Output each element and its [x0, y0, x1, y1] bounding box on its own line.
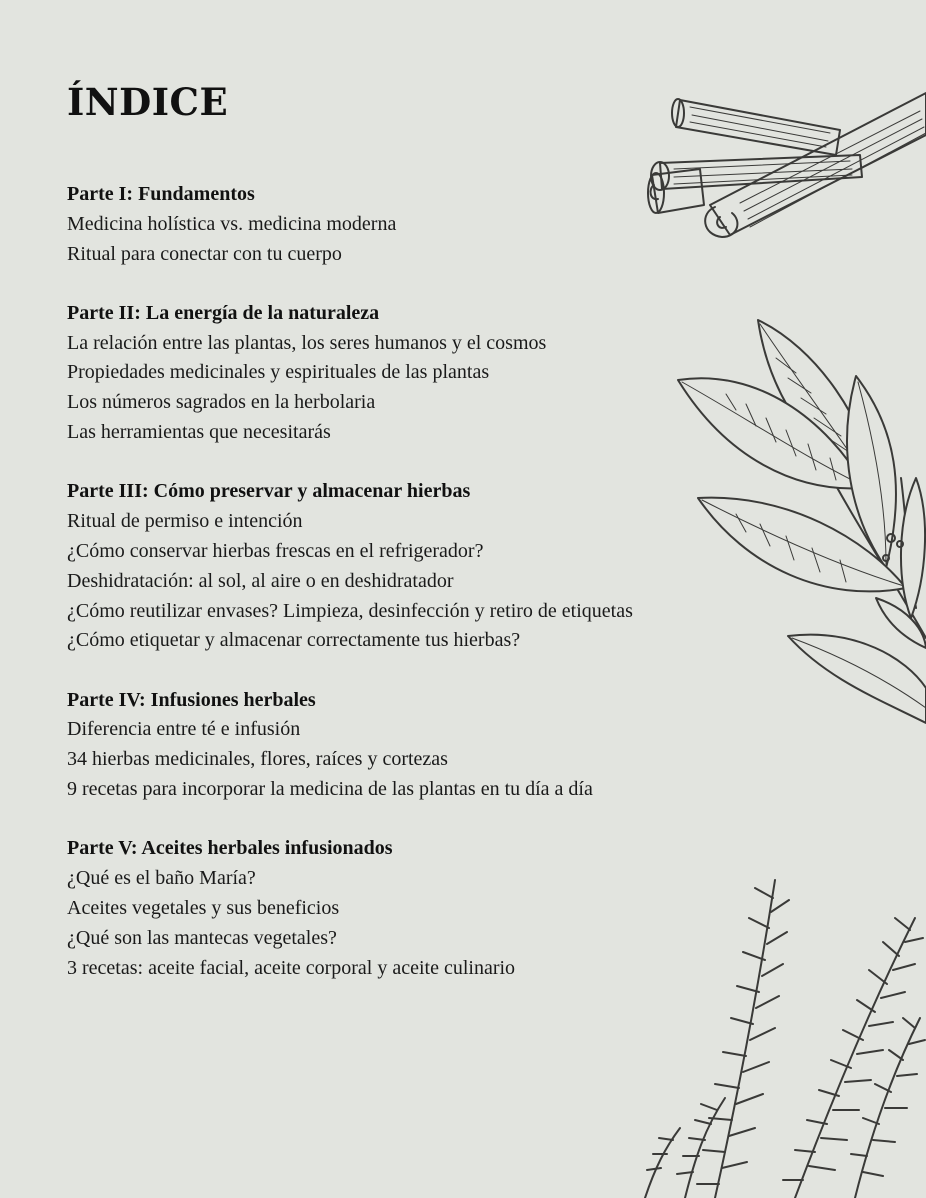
- toc-entry: Los números sagrados en la herbolaria: [67, 391, 376, 414]
- bay-leaf-branch-illustration: [676, 318, 926, 723]
- rosemary-sprigs-illustration: [625, 878, 926, 1198]
- toc-entry: Deshidratación: al sol, al aire o en deshidratador: [67, 569, 454, 592]
- toc-entry: Ritual de permiso e intención: [67, 510, 303, 533]
- toc-entry: Aceites vegetales y sus beneficios: [67, 896, 340, 919]
- toc-entry: Propiedades medicinales y espirituales de las plantas: [67, 361, 490, 384]
- toc-entry: ¿Qué es el baño María?: [67, 867, 256, 890]
- page-title: ÍNDICE: [67, 80, 229, 124]
- toc-entry: La relación entre las plantas, los seres humanos y el cosmos: [67, 331, 547, 354]
- toc-entry: ¿Cómo reutilizar envases? Limpieza, desinfección y retiro de etiquetas: [67, 599, 633, 622]
- section-part-4: [67, 686, 747, 805]
- section-heading: Parte III: Cómo preservar y almacenar hierbas: [67, 480, 471, 503]
- toc-entry: Diferencia entre té e infusión: [67, 718, 301, 741]
- section-heading: Parte II: La energía de la naturaleza: [67, 301, 380, 324]
- section-part-3: [67, 477, 747, 656]
- toc-entry: 3 recetas: aceite facial, aceite corporal y aceite culinario: [67, 956, 516, 979]
- toc-entry: 34 hierbas medicinales, flores, raíces y cortezas: [67, 748, 448, 771]
- section-heading: Parte V: Aceites herbales infusionados: [67, 837, 393, 860]
- toc-entry: ¿Cómo conservar hierbas frescas en el refrigerador?: [67, 539, 484, 562]
- section-heading: Parte I: Fundamentos: [67, 183, 255, 205]
- toc-entry: Medicina holística vs. medicina moderna: [67, 212, 397, 235]
- toc-entry: ¿Qué son las mantecas vegetales?: [67, 926, 337, 949]
- toc-entry: ¿Cómo etiquetar y almacenar correctamente tus hierbas?: [67, 629, 521, 652]
- section-part-2: [67, 299, 747, 448]
- cinnamon-sticks-illustration: [640, 85, 926, 255]
- toc-entry: 9 recetas para incorporar la medicina de las plantas en tu día a día: [67, 778, 593, 801]
- section-heading: Parte IV: Infusiones herbales: [67, 688, 316, 711]
- toc-entry: Ritual para conectar con tu cuerpo: [67, 242, 342, 265]
- toc-entry: Las herramientas que necesitarás: [67, 421, 331, 444]
